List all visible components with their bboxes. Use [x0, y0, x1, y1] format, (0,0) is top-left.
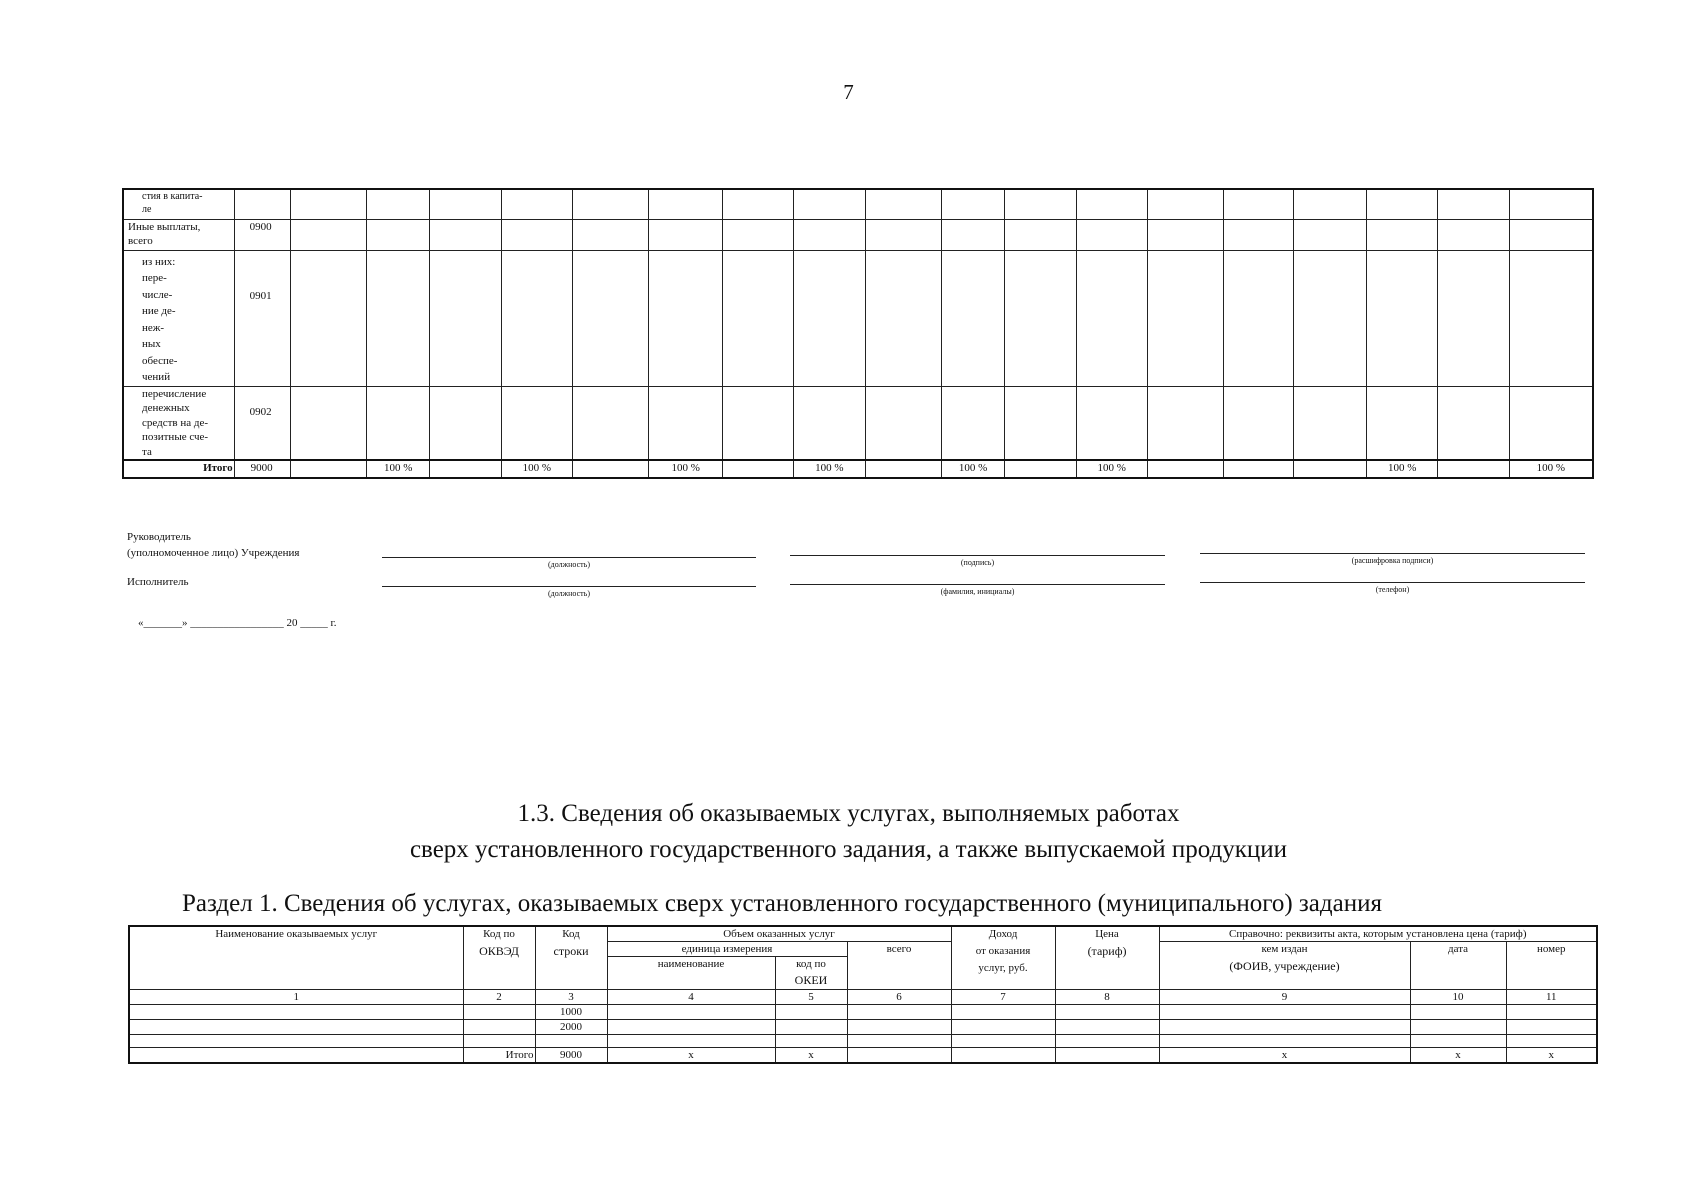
x-mark: х: [1506, 1048, 1597, 1064]
total-cell: [1293, 460, 1366, 478]
total-cell: [430, 460, 501, 478]
total-cell: 100 %: [1509, 460, 1593, 478]
page-number: 7: [843, 80, 854, 104]
head-label-1: Руководитель: [127, 531, 191, 543]
header-unit-name: наименование: [607, 957, 775, 990]
total-row: [129, 1048, 1597, 1064]
x-mark: х: [607, 1048, 775, 1064]
total-label: Итого: [463, 1048, 535, 1064]
row-code: 0901: [234, 250, 290, 386]
executor-label: Исполнитель: [127, 576, 189, 588]
table-row: [123, 386, 1593, 460]
services-table: [128, 925, 1598, 1064]
total-cell: 100 %: [1076, 460, 1147, 478]
header-volume: Объем оказанных услуг: [607, 926, 951, 942]
column-number: 9: [1159, 990, 1410, 1005]
head-label-2: (уполномоченное лицо) Учреждения: [127, 547, 300, 559]
total-cell: 100 %: [649, 460, 722, 478]
total-cell: [1005, 460, 1076, 478]
row-label: стия в капита- ле: [123, 189, 234, 219]
caption-executor-name: (фамилия, инициалы): [940, 587, 1015, 596]
section-title: [0, 796, 1697, 868]
caption-signature-name: (расшифровка подписи): [1351, 556, 1434, 565]
total-cell: 100 %: [942, 460, 1005, 478]
caption-executor-position: (должность): [548, 589, 590, 598]
total-cell: [1438, 460, 1509, 478]
column-number: 4: [607, 990, 775, 1005]
column-number: 2: [463, 990, 535, 1005]
total-cell: [722, 460, 793, 478]
header-number: номер: [1506, 942, 1597, 990]
total-cell: [1224, 460, 1293, 478]
row-label: из них: пере- числе- ние де- неж- ных обеспе- чений: [123, 250, 234, 386]
column-number: 5: [775, 990, 847, 1005]
caption-position: (должность): [548, 560, 590, 569]
header-row-code: Код строки: [535, 926, 607, 990]
header-date: дата: [1410, 942, 1506, 990]
header-total: всего: [847, 942, 951, 990]
section-title-line-1: 1.3. Сведения об оказываемых услугах, выполняемых работах: [517, 800, 1180, 827]
header-unit-code: код по ОКЕИ: [775, 957, 847, 990]
column-numbers-row: [129, 990, 1597, 1005]
row-code: 1000: [535, 1005, 607, 1020]
row-code: [234, 189, 290, 219]
header-reference: Справочно: реквизиты акта, которым установлена цена (тариф): [1159, 926, 1597, 942]
header-price: Цена (тариф): [1055, 926, 1159, 990]
row-label: Иные выплаты, всего: [123, 219, 234, 250]
table-row: [123, 189, 1593, 219]
total-cell: [290, 460, 366, 478]
row-code: 2000: [535, 1020, 607, 1035]
row-label: перечисление денежных средств на де- позитные сче- та: [123, 386, 234, 460]
total-cell: 100 %: [501, 460, 572, 478]
table-row: [129, 1005, 1597, 1020]
total-row: [123, 460, 1593, 478]
column-number: 1: [129, 990, 463, 1005]
column-number: 8: [1055, 990, 1159, 1005]
total-cell: [865, 460, 941, 478]
total-cell: [1147, 460, 1223, 478]
column-number: 11: [1506, 990, 1597, 1005]
header-okved: Код по ОКВЭД: [463, 926, 535, 990]
caption-executor-phone: (телефон): [1375, 585, 1410, 594]
executor-phone-line: [1200, 582, 1585, 583]
header-income: Доход от оказания услуг, руб.: [951, 926, 1055, 990]
table-row: [123, 250, 1593, 386]
table-row: [129, 1020, 1597, 1035]
caption-signature: (подпись): [960, 558, 995, 567]
column-number: 7: [951, 990, 1055, 1005]
table-row: [129, 1035, 1597, 1048]
row-code: 0902: [234, 386, 290, 460]
total-cell: [573, 460, 649, 478]
total-code: 9000: [234, 460, 290, 478]
x-mark: х: [775, 1048, 847, 1064]
header-issuer: кем издан (ФОИВ, учреждение): [1159, 942, 1410, 990]
part-title: Раздел 1. Сведения об услугах, оказываемых сверх установленного государственного (муниципального) задания: [182, 890, 1382, 917]
table-row: [123, 219, 1593, 250]
head-position-line: [382, 557, 756, 558]
executor-position-line: [382, 586, 756, 587]
total-cell: 100 %: [794, 460, 865, 478]
executor-name-line: [790, 584, 1165, 585]
total-label: Итого: [123, 460, 234, 478]
head-name-line: [1200, 553, 1585, 554]
column-number: 3: [535, 990, 607, 1005]
column-number: 10: [1410, 990, 1506, 1005]
total-code: 9000: [535, 1048, 607, 1064]
row-code: 0900: [234, 219, 290, 250]
header-name: Наименование оказываемых услуг: [129, 926, 463, 990]
section-title-line-2: сверх установленного государственного задания, а также выпускаемой продукции: [409, 836, 1288, 863]
total-cell: 100 %: [1367, 460, 1438, 478]
column-number: 6: [847, 990, 951, 1005]
date-line: «_______» _________________ 20 _____ г.: [138, 617, 337, 629]
total-cell: 100 %: [367, 460, 430, 478]
x-mark: х: [1159, 1048, 1410, 1064]
x-mark: х: [1410, 1048, 1506, 1064]
head-signature-line: [790, 555, 1165, 556]
header-unit: единица измерения: [607, 942, 847, 957]
payments-table: [122, 188, 1594, 479]
